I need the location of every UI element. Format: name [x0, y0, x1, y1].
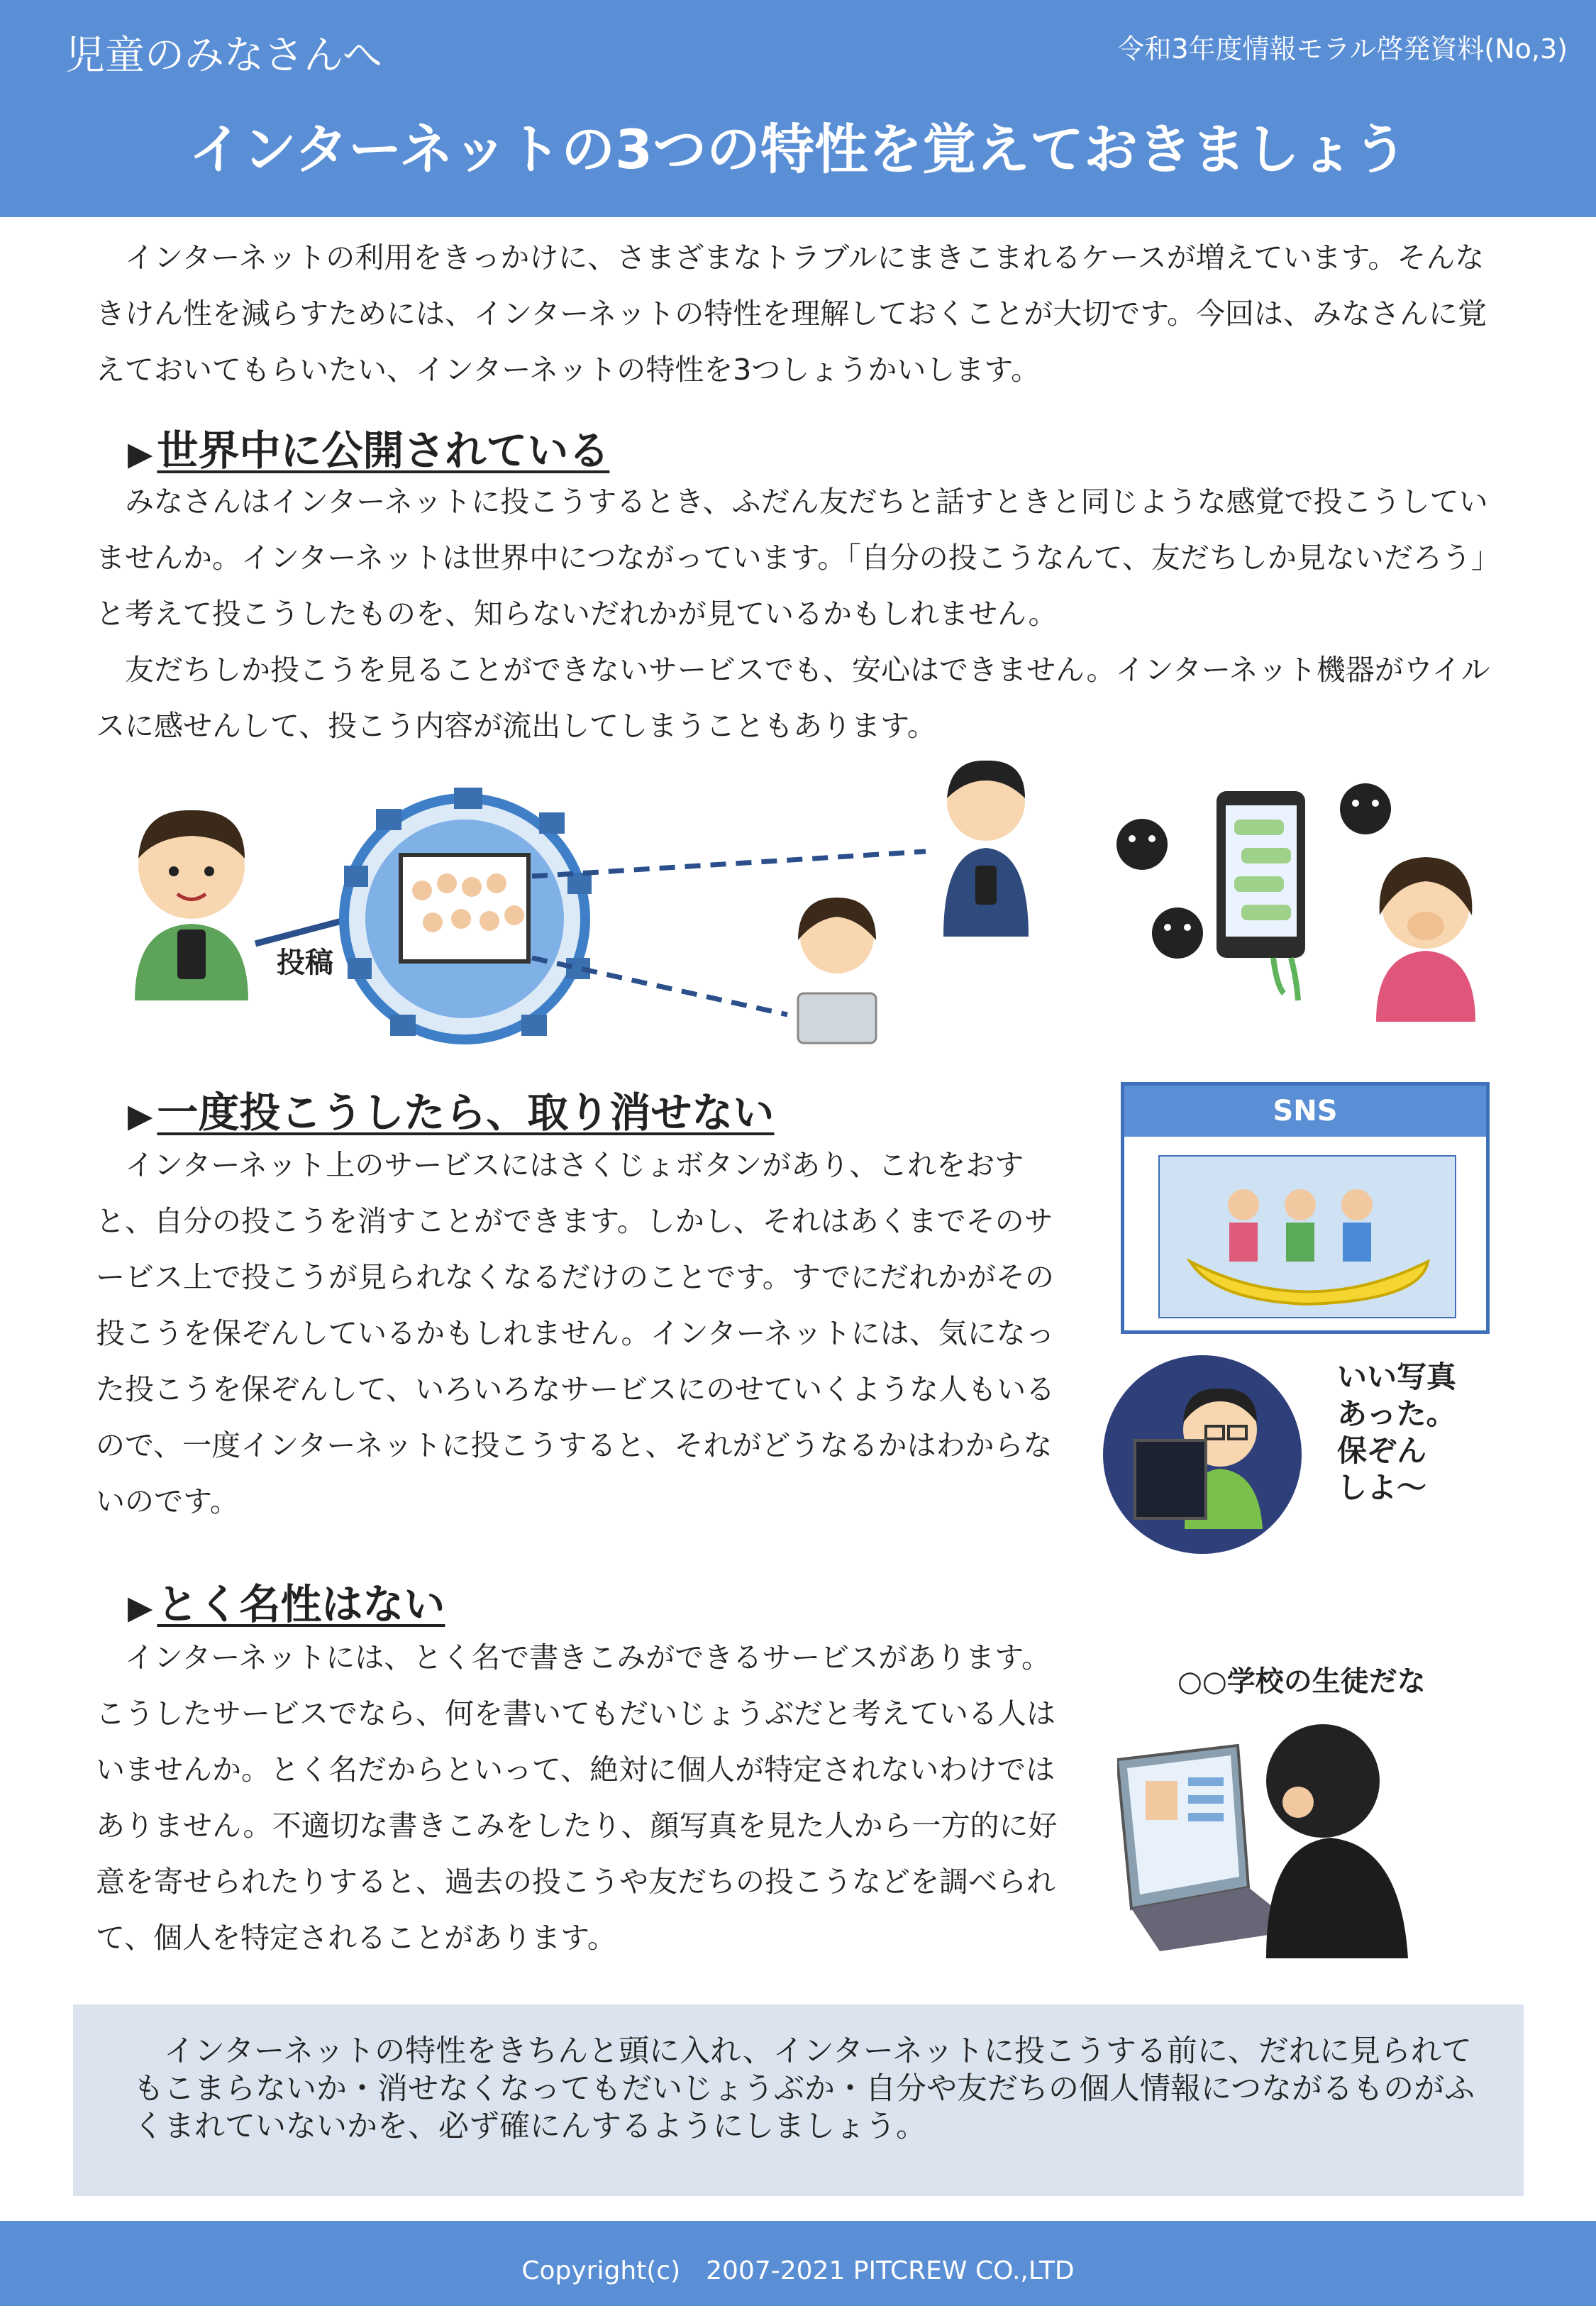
section-1-title: 世界中に公開されている	[157, 426, 610, 475]
section-3-paragraph: インターネットには、とく名で書きこみができるサービスがあります。こうしたサービスでなら、何を書いてもだいじょうぶだと考えている人はいませんか。とく名だからといって、絶対に個人が特定されないわけではありません。不適切な書きこみをしたり、顔写真を見た人から一方的に好意を寄せられたりすると、過去の投こうや友だちの投こうなどを調べられて、個人を特定されることがあります。	[96, 1640, 1058, 1955]
save-bubble-line: いい写真	[1337, 1359, 1457, 1394]
section-3-title: とく名性はない	[157, 1580, 445, 1628]
businessman-icon	[943, 761, 1029, 937]
infected-phone-icon	[1217, 791, 1305, 1000]
footer-bar	[0, 2221, 1596, 2306]
boy-with-phone-icon	[135, 810, 248, 1000]
globe-network-icon	[344, 788, 592, 1039]
page-title: インターネットの3つの特性を覚えておきましょう	[188, 118, 1408, 181]
audience-label: 児童のみなさんへ	[65, 33, 382, 79]
post-label: 投稿	[277, 947, 333, 978]
intro-paragraph: インターネットの利用をきっかけに、さまざまなトラブルにまきこまれるケースが増えています。そんなきけん性を減らすためには、インターネットの特性を理解しておくことが大切です。今回は、みなさんに覚えておいてもらいたい、インターネットの特性を3つしょうかいします。	[96, 241, 1487, 387]
section-2-title: 一度投こうしたら、取り消せない	[157, 1088, 775, 1137]
sns-label: SNS	[1124, 1086, 1486, 1137]
copyright-text: Copyright(c) 2007-2021 PITCREW CO.,LTD	[521, 2256, 1075, 2285]
posting-worldwide-illustration	[106, 759, 1497, 1057]
save-bubble-line: しよ〜	[1337, 1470, 1427, 1505]
save-photo-bubble	[1337, 1359, 1456, 1506]
section-1-paragraph-1: みなさんはインターネットに投こうするとき、ふだん友だちと話すときと同じような感覚で投こうしていませんか。インターネットは世界中につながっています。「自分の投こうなんて、友だちしか見ないだろう」と考えて投こうしたものを、知らないだれかが見ているかもしれません。	[96, 485, 1500, 631]
worried-woman-icon	[1376, 857, 1475, 1022]
section-2-heading	[128, 1079, 774, 1139]
banana-boat-photo	[1158, 1155, 1456, 1318]
person-saving-photo-icon	[1099, 1352, 1305, 1557]
girl-with-laptop-icon	[798, 898, 876, 1043]
section-2-marker: ▶	[128, 1096, 153, 1135]
save-bubble-line: あった。	[1337, 1396, 1456, 1431]
section-3-heading	[128, 1571, 445, 1631]
save-bubble-line: 保ぞん	[1337, 1433, 1427, 1468]
sns-post-card	[1121, 1082, 1490, 1334]
person-viewing-profile-icon	[1117, 1703, 1415, 1958]
section-1-heading	[128, 417, 609, 477]
section-2-paragraph: インターネット上のサービスにはさくじょボタンがあり、これをおすと、自分の投こうを消すことができます。しかし、それはあくまでそのサービス上で投こうが見られなくなるだけのことです。すでにだれかがその投こうを保ぞんしているかもしれません。インターネットには、気になった投こうを保ぞんして、いろいろなサービスにのせていくような人もいるので、一度インターネットに投こうすると、それがどうなるかはわからないのです。	[96, 1148, 1055, 1518]
document-reference: 令和3年度情報モラル啓発資料(No,3)	[1117, 33, 1568, 65]
school-student-caption: ○○学校の生徒だな	[1177, 1665, 1426, 1698]
summary-text: インターネットの特性をきちんと頭に入れ、インターネットに投こうする前に、だれに見られてもこまらないか・消せなくなってもだいじょうぶか・自分や友だちの個人情報につながるものがふくまれていないかを、必ず確にんするようにしましょう。	[133, 2034, 1475, 2144]
header-banner	[0, 0, 1596, 217]
section-1-marker: ▶	[128, 434, 153, 473]
summary-box	[73, 2004, 1524, 2196]
section-3-marker: ▶	[128, 1588, 153, 1626]
section-1-paragraph-2: 友だちしか投こうを見ることができないサービスでも、安心はできません。インターネット機器がウイルスに感せんして、投こう内容が流出してしまうこともあります。	[96, 653, 1490, 743]
